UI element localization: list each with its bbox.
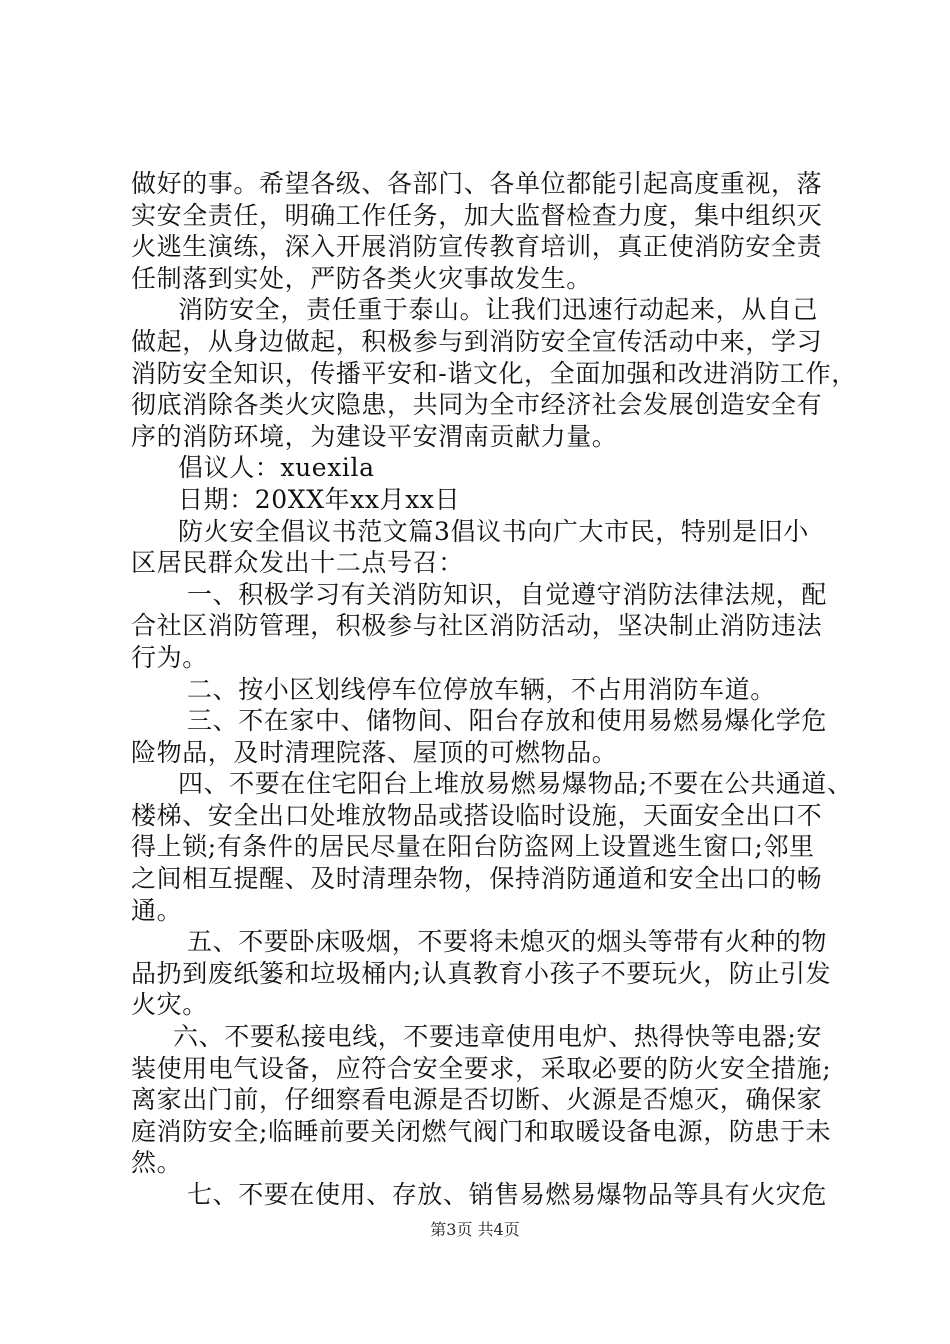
- text-line: 一、积极学习有关消防知识，自觉遵守消防法律法规，配: [187, 579, 828, 609]
- text-line: 品扔到废纸篓和垃圾桶内;认真教育小孩子不要玩火，防止引发: [131, 958, 832, 988]
- text-line: 然。: [131, 1148, 183, 1178]
- document-body: [131, 168, 857, 1211]
- text-line: 消防安全知识，传播平安和-谐文化，全面加强和改进消防工作，: [131, 358, 857, 388]
- text-line: 做起，从身边做起，积极参与到消防安全宣传活动中来，学习: [131, 326, 823, 356]
- text-line: 火灾。: [131, 990, 208, 1020]
- text-line: 之间相互提醒、及时清理杂物，保持消防通道和安全出口的畅: [131, 864, 823, 894]
- text-line: 防火安全倡议书范文篇3倡议书向广大市民，特别是旧小: [178, 516, 809, 546]
- text-line: 七、不要在使用、存放、销售易燃易爆物品等具有火灾危: [187, 1180, 828, 1209]
- text-line: 行为。: [131, 642, 208, 672]
- text-line: 六、不要私接电线，不要违章使用电炉、热得快等电器;安: [173, 1022, 823, 1052]
- text-line: 险物品，及时清理院落、屋顶的可燃物品。: [131, 737, 618, 767]
- text-line: 序的消防环境，为建设平安渭南贡献力量。: [131, 421, 618, 451]
- text-line: 离家出门前，仔细察看电源是否切断、火源是否熄灭，确保家: [131, 1085, 823, 1115]
- text-line: 合社区消防管理，积极参与社区消防活动，坚决制止消防违法: [131, 611, 823, 641]
- text-line: 区居民群众发出十二点号召：: [131, 548, 464, 578]
- signatory-line: 倡议人：xuexila: [178, 453, 375, 483]
- text-line: 五、不要卧床吸烟，不要将未熄灭的烟头等带有火种的物: [187, 927, 828, 957]
- text-line: 通。: [131, 895, 183, 925]
- text-line: 四、不要在住宅阳台上堆放易燃易爆物品;不要在公共通道、: [178, 769, 853, 799]
- date-line: 日期：20XX年xx月xx日: [178, 484, 461, 514]
- text-line: 任制落到实处，严防各类火灾事故发生。: [131, 263, 592, 293]
- text-line: 消防安全，责任重于泰山。让我们迅速行动起来，从自己: [178, 295, 819, 325]
- text-line: 三、不在家中、储物间、阳台存放和使用易燃易爆化学危: [187, 706, 828, 736]
- text-line: 装使用电气设备，应符合安全要求，采取必要的防火安全措施;: [131, 1053, 832, 1083]
- page-number-footer: 第3页 共4页: [430, 1220, 520, 1239]
- text-line: 实安全责任，明确工作任务，加大监督检查力度，集中组织灭: [131, 200, 823, 230]
- text-line: 火逃生演练，深入开展消防宣传教育培训，真正使消防安全责: [131, 232, 823, 262]
- text-line: 得上锁;有条件的居民尽量在阳台防盗网上设置逃生窗口;邻里: [131, 832, 815, 862]
- text-line: 庭消防安全;临睡前要关闭燃气阀门和取暖设备电源，防患于未: [131, 1116, 832, 1146]
- text-line: 楼梯、安全出口处堆放物品或搭设临时设施，天面安全出口不: [131, 800, 823, 830]
- text-line: 二、按小区划线停车位停放车辆，不占用消防车道。: [187, 674, 776, 704]
- text-line: 彻底消除各类火灾隐患，共同为全市经济社会发展创造安全有: [131, 390, 823, 420]
- text-line: 做好的事。希望各级、各部门、各单位都能引起高度重视，落: [131, 169, 823, 198]
